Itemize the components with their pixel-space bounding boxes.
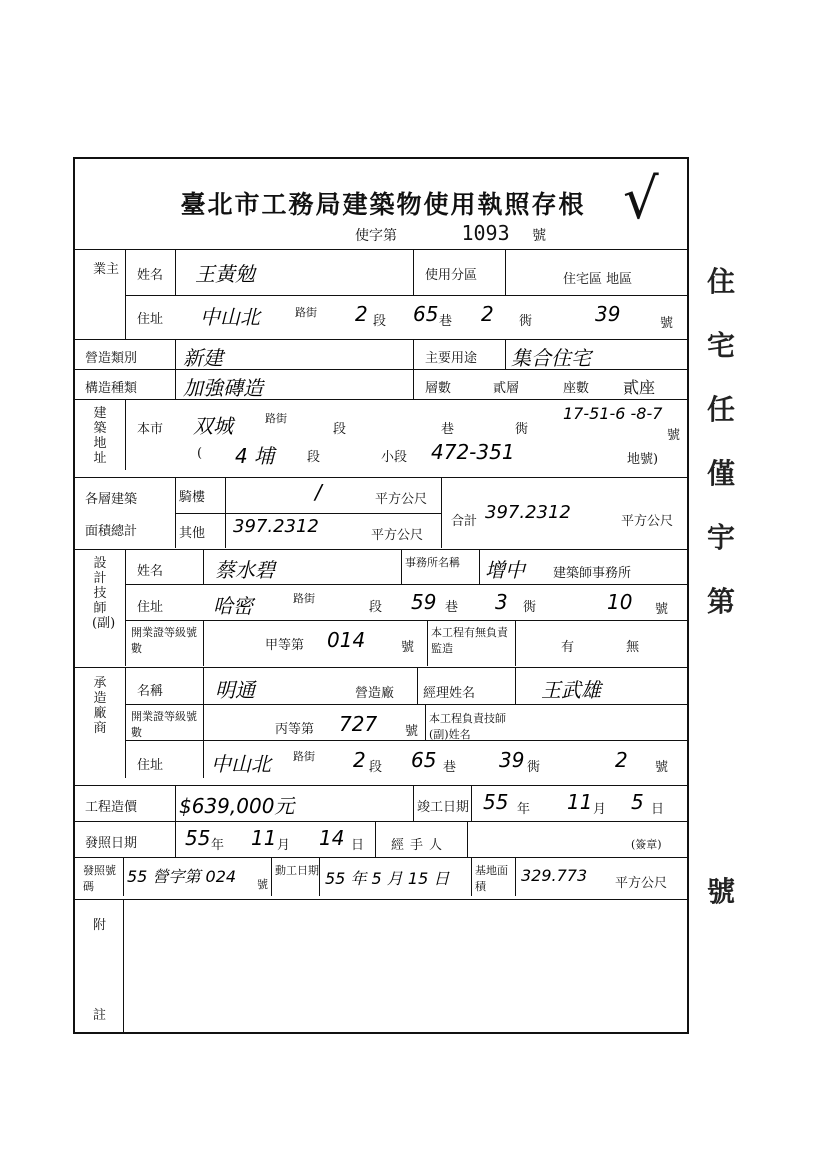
- issue-no-label: 發照號碼: [83, 864, 116, 893]
- issue-year: 55: [185, 826, 211, 850]
- issue-month: 11: [251, 826, 277, 850]
- other-value: 397.2312: [233, 516, 319, 537]
- blocks-value: 貳座: [623, 378, 656, 397]
- total-unit: 平方公尺: [621, 514, 674, 529]
- site-alley-label: 衖: [515, 422, 529, 437]
- designer-lane: 59: [411, 590, 437, 614]
- designer-license-suffix: 號: [401, 640, 415, 655]
- permit-prefix: 使字第: [355, 228, 397, 244]
- site-road: 路街: [265, 412, 287, 425]
- area-label-2: 面積總計: [85, 524, 138, 539]
- contractor-grade: 丙等第: [275, 722, 315, 737]
- sub-section-label: 小段: [381, 450, 408, 465]
- zone-value: 住宅區 地區: [563, 272, 633, 287]
- site-block: [75, 399, 687, 470]
- construction-type-label: 營造類別: [85, 351, 138, 366]
- designer-block: [75, 549, 687, 666]
- contractor-lane: 65: [411, 748, 437, 772]
- owner-name-label: 姓名: [137, 268, 164, 283]
- contractor-sec-label: 段: [369, 760, 383, 775]
- use-label: 主要用途: [425, 351, 478, 366]
- contractor-name: 明通: [215, 678, 255, 702]
- construction-type: 新建: [183, 346, 223, 370]
- contractor-license-label: 開業證等級號數: [131, 710, 197, 739]
- floors-label: 層數: [425, 381, 452, 396]
- notes-label-1: 附: [93, 918, 107, 933]
- zone-label: 使用分區: [425, 268, 478, 283]
- base-value: 329.773: [521, 866, 588, 885]
- side-char-2: 宅: [706, 329, 735, 362]
- owner-section: 業主: [93, 262, 120, 277]
- issue-no-value: 55 營字第 024: [127, 867, 237, 886]
- use-value: 集合住宅: [511, 346, 591, 370]
- contractor-addr-label: 住址: [137, 758, 164, 773]
- area-block: [75, 477, 687, 548]
- designer-sec-label: 段: [369, 600, 383, 615]
- owner-lane: 65: [413, 302, 439, 326]
- manager-label: 經理姓名: [423, 686, 476, 701]
- permit-number-line: [355, 221, 546, 245]
- issue-month-label: 月: [277, 838, 291, 853]
- permit-form: [73, 157, 689, 1034]
- sign-label: (簽章): [631, 838, 662, 851]
- handler-label: 經手人: [391, 838, 449, 853]
- site-district: 双城: [193, 414, 233, 438]
- side-char-3: 任: [706, 393, 735, 426]
- contractor-no: 2: [615, 748, 628, 772]
- designer-alley-label: 衖: [523, 600, 537, 615]
- done-day-label: 日: [651, 802, 665, 817]
- contractor-lane-label: 巷: [443, 760, 457, 775]
- contractor-block: [75, 667, 687, 778]
- done-month: 11: [567, 790, 593, 814]
- floors-value: 貳層: [493, 381, 520, 396]
- designer-addr: 哈密: [213, 594, 253, 618]
- side-char-5: 宇: [706, 521, 735, 554]
- contractor-alley-label: 衖: [527, 760, 541, 775]
- designer-alley: 3: [495, 590, 508, 614]
- issue-number-row: [75, 857, 687, 896]
- designer-section: 設計技師(副): [92, 556, 116, 631]
- side-char-7: 號: [706, 875, 735, 908]
- owner-road: 路街: [295, 306, 317, 319]
- contractor-license-no: 727: [339, 712, 378, 736]
- base-unit: 平方公尺: [615, 876, 668, 891]
- issue-year-label: 年: [211, 838, 225, 853]
- owner-name: 王黃勉: [195, 262, 255, 286]
- designer-name: 蔡水碧: [215, 558, 275, 582]
- issue-label: 發照日期: [85, 836, 138, 851]
- other-label: 其他: [179, 526, 206, 541]
- done-day: 5: [631, 790, 644, 814]
- area-label-1: 各層建築: [85, 492, 138, 507]
- construction-row: [75, 339, 687, 370]
- designer-lane-label: 巷: [445, 600, 459, 615]
- notes-block: [75, 899, 687, 1033]
- cost-row: [75, 785, 687, 822]
- designer-addr-label: 住址: [137, 600, 164, 615]
- site-section: 建築地址: [93, 406, 107, 466]
- lot-label: 地號): [627, 452, 659, 467]
- manager-name: 王武雄: [541, 678, 601, 702]
- cost-label: 工程造價: [85, 800, 138, 815]
- owner-addr: 中山北: [200, 305, 260, 329]
- contractor-alley: 39: [499, 748, 525, 772]
- side-char-1: 住: [706, 265, 735, 298]
- side-char-6: 第: [706, 585, 735, 618]
- owner-addr-label: 住址: [137, 312, 164, 327]
- contractor-addr: 中山北: [211, 752, 271, 776]
- done-month-label: 月: [593, 802, 607, 817]
- site-no-label: 號: [667, 428, 681, 443]
- structure-value: 加強磚造: [183, 376, 263, 400]
- owner-sec-label: 段: [373, 314, 387, 329]
- total-label: 合計: [451, 514, 478, 529]
- owner-block: [75, 249, 687, 340]
- done-year-label: 年: [517, 802, 531, 817]
- owner-no-label: 號: [660, 316, 674, 331]
- base-label: 基地面積: [475, 864, 508, 893]
- designer-no: 10: [607, 590, 633, 614]
- issue-day: 14: [319, 826, 345, 850]
- contractor-no-label: 號: [655, 760, 669, 775]
- start-label: 動工日期: [275, 864, 319, 877]
- arcade-value: /: [315, 480, 322, 504]
- structure-label: 構造種類: [85, 381, 138, 396]
- office-suffix: 建築師事務所: [553, 566, 632, 581]
- contractor-road: 路街: [293, 750, 315, 763]
- total-value: 397.2312: [485, 502, 571, 523]
- check-mark: √: [623, 167, 659, 232]
- done-label: 竣工日期: [417, 800, 470, 815]
- done-year: 55: [483, 790, 509, 814]
- owner-no: 39: [595, 302, 621, 326]
- other-unit: 平方公尺: [371, 528, 424, 543]
- start-value: 55 年 5 月 15 日: [325, 869, 450, 888]
- permit-number: 1093: [461, 221, 510, 245]
- site-lane-label: 巷: [441, 422, 455, 437]
- owner-sec: 2: [355, 302, 368, 326]
- arcade-label: 騎樓: [179, 490, 206, 505]
- office-label: 事務所名稱: [405, 556, 460, 569]
- site-city: 本市: [137, 422, 164, 437]
- issue-row: [75, 821, 687, 858]
- contractor-name-label: 名稱: [137, 684, 164, 699]
- land-section: 4 埔: [235, 444, 275, 468]
- designer-license-no: 014: [327, 628, 366, 652]
- owner-lane-label: 巷: [439, 314, 453, 329]
- blocks-label: 座數: [563, 381, 590, 396]
- designer-license-label: 開業證等級號數: [131, 626, 197, 655]
- land-section-label: 段: [307, 450, 321, 465]
- structure-row: [75, 369, 687, 400]
- arcade-unit: 平方公尺: [375, 492, 428, 507]
- issue-day-label: 日: [351, 838, 365, 853]
- supervise-value: 有 無: [561, 640, 664, 655]
- owner-alley-label: 衖: [519, 314, 533, 329]
- form-title: 臺北市工務局建築物使用執照存根: [180, 190, 586, 219]
- contractor-name-suffix: 營造廠: [355, 686, 395, 701]
- tech-label: 本工程負責技師(副)姓名: [429, 712, 506, 741]
- permit-suffix: 號: [532, 228, 547, 244]
- supervise-label: 本工程有無負責監造: [431, 626, 508, 655]
- designer-name-label: 姓名: [137, 564, 164, 579]
- side-char-4: 僅: [706, 457, 735, 490]
- site-paren: (: [197, 446, 203, 461]
- contractor-section: 承造廠商: [93, 676, 107, 736]
- designer-road: 路街: [293, 592, 315, 605]
- site-sec-label: 段: [333, 422, 347, 437]
- contractor-license-suffix: 號: [405, 724, 419, 739]
- issue-no-suffix: 號: [257, 878, 268, 891]
- owner-alley: 2: [481, 302, 494, 326]
- notes-label-2: 註: [93, 1008, 107, 1023]
- lot-number: 472-351: [431, 440, 515, 464]
- designer-grade: 甲等第: [265, 638, 305, 653]
- office-name: 增中: [485, 558, 525, 582]
- designer-no-label: 號: [655, 602, 669, 617]
- contractor-sec: 2: [353, 748, 366, 772]
- cost-value: $639,000元: [179, 794, 295, 818]
- site-no: 17-51-6 -8-7: [563, 404, 663, 423]
